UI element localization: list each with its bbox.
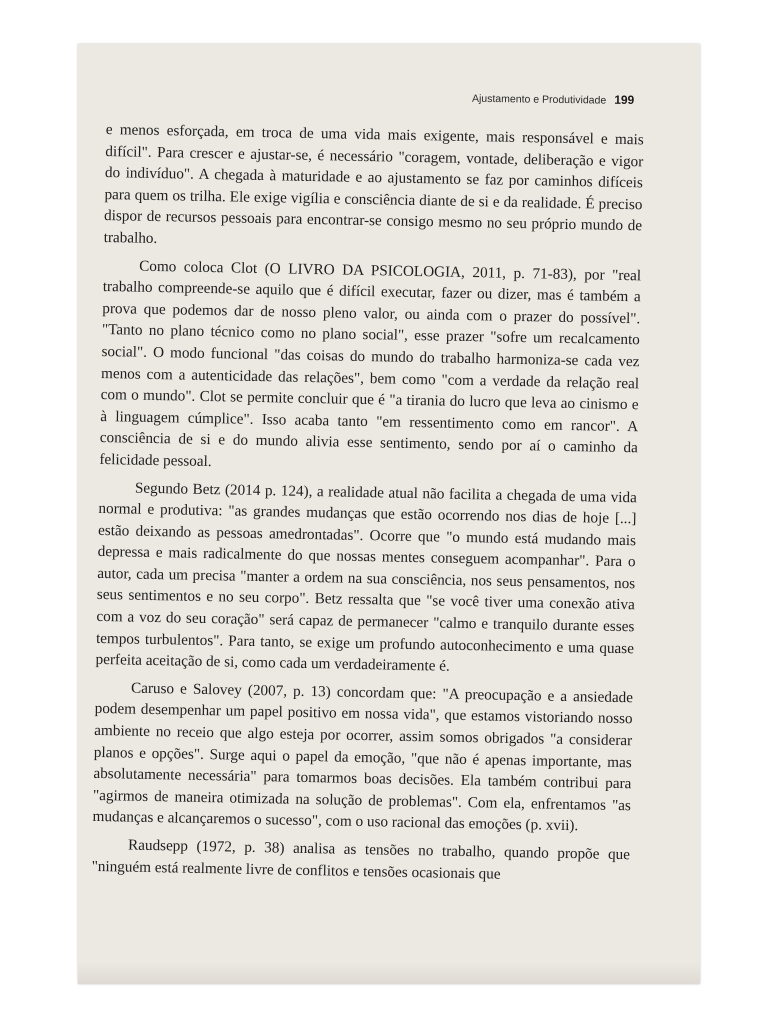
paragraph-clot: Como coloca Clot (O LIVRO DA PSICOLOGIA, 2011, p. 71-83), por "real trabalho compreende-se aquilo que é difícil executar, fazer ou dizer, mas é também a prova que podemos dar de nosso pleno valor, ou ainda com o prazer do possível". "Tanto no plano técnico como no plano social", esse prazer "sofre um recalcamento social". O modo funcional "das coisas do mundo do trabalho harmoniza-se cada vez menos com a autenticidade das relações", bem como "com a verdade da relação real com o mundo". Clot se permite concluir que é "a tirania do lucro que leva ao cinismo e à linguagem cúmplice". Isso acaba tanto "em ressentimento como em rancor". A consciência de si e do mundo alivia esse sentimento, sendo por aí o caminho da felicidade pessoal. <box>99 257 642 470</box>
paragraph-continued: e menos esforçada, em troca de uma vida mais exigente, mais responsável e mais difícil". Para crescer e ajustar-se, é necessário "coragem, vontade, deliberação e vigor do indivíduo". A chegada à maturidade e ao ajustamento se faz por caminhos difíceis para quem os trilha. Ele exige vigília e consciência diante de si e da realidade. É preciso dispor de recursos pessoais para encontrar-se consigo mesmo no seu próprio mundo de trabalho. <box>103 120 644 247</box>
book-page <box>78 44 700 984</box>
page-number: 199 <box>613 92 635 107</box>
running-head <box>472 91 634 107</box>
body-text <box>91 119 644 893</box>
paragraph-betz: Segundo Betz (2014 p. 124), a realidade atual não facilita a chegada de uma vida normal e produtiva: "as grandes mudanças que estão ocorrendo nos dias de hoje [...] estão deixando as pessoas amedrontadas". Ocorre que "o mundo está mudando mais depressa e mais radicalmente do que nossas mentes conseguem acompanhar". Para o autor, cada um precisa "manter a ordem na sua consciência, nos seus pensamentos, nos seus sentimentos e no seu corpo". Betz ressalta que "se você tiver uma conexão ativa com a voz do seu coração" será capaz de permanecer "calmo e tranquilo durante esses tempos turbulentos". Para tanto, se exige um profundo autoconhecimento e uma quase perfeita aceitação de si, como cada um verdadeiramente é. <box>95 479 637 675</box>
paragraph-caruso-salovey: Caruso e Salovey (2007, p. 13) concordam que: "A preocupação e a ansiedade podem desempenhar um papel positivo em nossa vida", que estamos vistoriando nosso ambiente no receio que algo esteja por ocorrer, assim somos obrigados "a considerar planos e opções". Surge aqui o papel da emoção, "que não é apenas importante, mas absolutamente necessária" para tomarmos boas decisões. Ela também contribui para "agirmos de maneira otimizada na solução de problemas". Com ela, enfrentamos "as mudanças e alcançaremos o sucesso", com o uso racional das emoções (p. xvii). <box>92 679 634 835</box>
paragraph-raudsepp: Raudsepp (1972, p. 38) analisa as tensões no trabalho, quando propõe que "ninguém está realmente livre de conflitos e tensões ocasionais que <box>91 836 631 883</box>
running-title: Ajustamento e Produtividade <box>471 92 607 107</box>
